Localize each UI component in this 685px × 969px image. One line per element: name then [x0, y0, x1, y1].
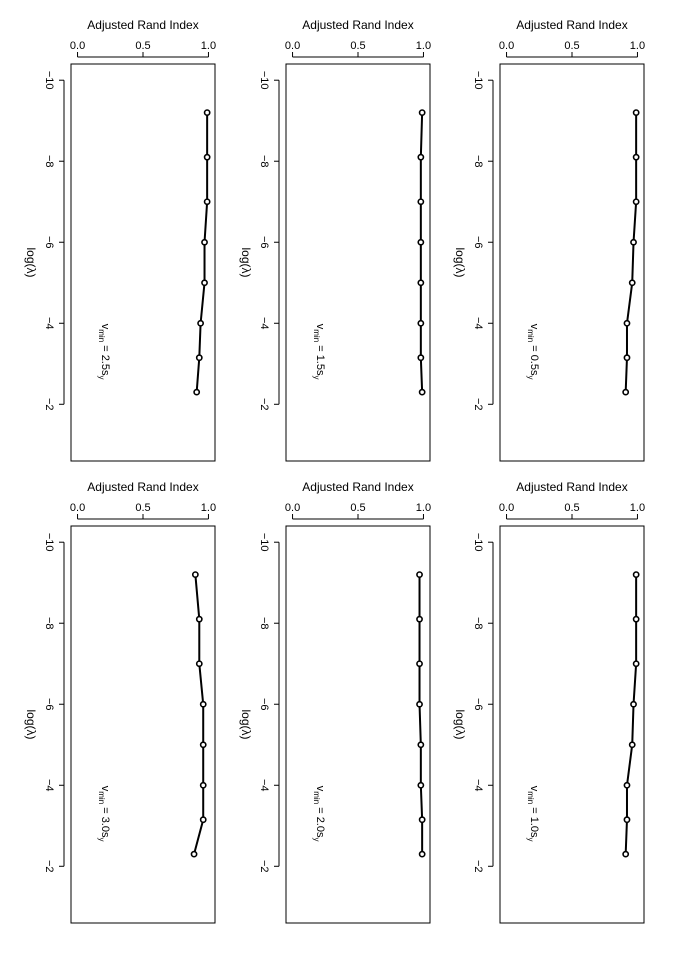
x-axis-label: Adjusted Rand Index [302, 18, 414, 32]
x-tick-label: 0.0 [498, 502, 515, 514]
annotation-part: min [97, 329, 107, 343]
annotation-part: min [97, 791, 107, 805]
y-tick-label: −4 [472, 316, 484, 330]
data-point [631, 702, 636, 707]
plot-frame [71, 64, 215, 461]
annotation-part: y [312, 375, 322, 380]
data-point [420, 852, 425, 857]
annotation-part: y [312, 837, 322, 842]
data-point [417, 572, 422, 577]
x-tick-label: 0.5 [350, 502, 366, 514]
data-point [201, 783, 206, 788]
x-tick-label: 1.0 [629, 40, 646, 52]
y-tick-label: −8 [472, 154, 484, 168]
annotation-part: min [312, 329, 322, 343]
data-point [205, 110, 210, 115]
data-point [198, 321, 203, 326]
annotation-part: = 0.5s [528, 342, 540, 376]
plot-frame [286, 64, 430, 461]
y-tick-label: −8 [472, 616, 484, 630]
plot-frame [71, 526, 215, 923]
annotation-label [527, 324, 541, 380]
data-point [624, 321, 629, 326]
y-tick-label: −4 [258, 316, 270, 330]
y-tick-label: −10 [472, 532, 484, 552]
data-point [420, 817, 425, 822]
y-tick-label: −6 [472, 235, 484, 249]
x-axis-label: Adjusted Rand Index [516, 18, 628, 32]
y-axis-label: log(λ) [453, 709, 467, 740]
plot-frame [286, 526, 430, 923]
annotation-part: v [99, 323, 111, 330]
y-tick-label: −10 [258, 532, 270, 552]
y-tick-label: −6 [472, 697, 484, 711]
annotation-part: = 2.5s [99, 342, 111, 376]
y-axis-label: log(λ) [24, 247, 38, 278]
data-point [205, 155, 210, 160]
y-tick-label: −8 [43, 616, 55, 630]
y-tick-label: −4 [258, 778, 270, 792]
x-tick-label: 0.0 [284, 40, 301, 52]
data-point [418, 783, 423, 788]
y-tick-label: −2 [258, 398, 270, 411]
y-tick-label: −4 [43, 778, 55, 792]
y-tick-label: −8 [43, 154, 55, 168]
chart-panel [24, 480, 216, 923]
x-tick-label: 1.0 [415, 40, 432, 52]
y-tick-label: −8 [258, 616, 270, 630]
data-point [197, 661, 202, 666]
data-point [631, 240, 636, 245]
annotation-label [313, 786, 327, 842]
annotation-part: min [312, 791, 322, 805]
data-point [624, 817, 629, 822]
x-tick-label: 0.0 [284, 502, 301, 514]
annotation-part: v [314, 323, 326, 330]
data-point [201, 817, 206, 822]
data-point [417, 661, 422, 666]
annotation-part: y [97, 837, 107, 842]
y-tick-label: −8 [258, 154, 270, 168]
annotation-label [527, 786, 541, 842]
data-point [193, 572, 198, 577]
y-tick-label: −10 [43, 70, 55, 90]
data-point [197, 617, 202, 622]
data-point [202, 280, 207, 285]
data-point [634, 572, 639, 577]
x-axis-label: Adjusted Rand Index [87, 480, 199, 494]
chart-panel [239, 480, 431, 923]
y-tick-label: −2 [43, 398, 55, 411]
x-tick-label: 1.0 [200, 502, 217, 514]
x-tick-label: 0.0 [498, 40, 515, 52]
y-tick-label: −6 [258, 697, 270, 711]
y-tick-label: −2 [472, 398, 484, 411]
chart-panel [239, 18, 431, 461]
y-axis-label: log(λ) [453, 247, 467, 278]
data-point [634, 155, 639, 160]
y-tick-label: −2 [43, 860, 55, 873]
annotation-part: min [526, 329, 536, 343]
data-point [630, 280, 635, 285]
data-point [418, 240, 423, 245]
data-point [417, 702, 422, 707]
data-point [630, 742, 635, 747]
y-tick-label: −4 [43, 316, 55, 330]
annotation-part: = 1.5s [314, 342, 326, 376]
data-point [191, 852, 196, 857]
data-point [624, 783, 629, 788]
data-point [205, 199, 210, 204]
data-point [194, 390, 199, 395]
x-tick-label: 1.0 [200, 40, 217, 52]
data-point [420, 110, 425, 115]
x-tick-label: 0.5 [564, 40, 580, 52]
chart-panel [453, 480, 645, 923]
x-tick-label: 0.5 [564, 502, 580, 514]
annotation-part: v [314, 785, 326, 792]
x-tick-label: 0.5 [135, 502, 151, 514]
y-tick-label: −10 [43, 532, 55, 552]
plot-frame [500, 526, 644, 923]
data-point [634, 617, 639, 622]
annotation-part: = 2.0s [314, 804, 326, 838]
data-point [418, 355, 423, 360]
x-tick-label: 0.5 [135, 40, 151, 52]
data-point [202, 240, 207, 245]
data-point [197, 355, 202, 360]
y-tick-label: −6 [43, 235, 55, 249]
data-point [634, 110, 639, 115]
x-axis-label: Adjusted Rand Index [87, 18, 199, 32]
x-tick-label: 1.0 [629, 502, 646, 514]
plot-frame [500, 64, 644, 461]
annotation-part: v [99, 785, 111, 792]
data-point [417, 617, 422, 622]
data-point [623, 390, 628, 395]
data-point [634, 661, 639, 666]
data-point [201, 702, 206, 707]
annotation-part: y [526, 375, 536, 380]
chart-panel [24, 18, 216, 461]
annotation-part: min [526, 791, 536, 805]
y-tick-label: −6 [258, 235, 270, 249]
x-axis-label: Adjusted Rand Index [516, 480, 628, 494]
data-point [418, 199, 423, 204]
annotation-part: y [526, 837, 536, 842]
x-tick-label: 0.0 [69, 40, 86, 52]
x-tick-label: 0.5 [350, 40, 366, 52]
data-point [624, 355, 629, 360]
y-axis-label: log(λ) [239, 709, 253, 740]
annotation-label [98, 324, 112, 380]
data-point [418, 742, 423, 747]
chart-panel [453, 18, 645, 461]
annotation-label [313, 324, 327, 380]
annotation-part: y [97, 375, 107, 380]
data-point [634, 199, 639, 204]
y-axis-label: log(λ) [239, 247, 253, 278]
annotation-label [98, 786, 112, 842]
annotation-part: v [528, 323, 540, 330]
y-axis-label: log(λ) [24, 709, 38, 740]
x-axis-label: Adjusted Rand Index [302, 480, 414, 494]
y-tick-label: −2 [258, 860, 270, 873]
y-tick-label: −10 [258, 70, 270, 90]
y-tick-label: −2 [472, 860, 484, 873]
data-point [418, 155, 423, 160]
data-point [201, 742, 206, 747]
y-tick-label: −4 [472, 778, 484, 792]
y-tick-label: −10 [472, 70, 484, 90]
x-tick-label: 1.0 [415, 502, 432, 514]
data-point [420, 390, 425, 395]
annotation-part: = 3.0s [99, 804, 111, 838]
x-tick-label: 0.0 [69, 502, 86, 514]
y-tick-label: −6 [43, 697, 55, 711]
data-point [418, 321, 423, 326]
annotation-part: v [528, 785, 540, 792]
annotation-part: = 1.0s [528, 804, 540, 838]
data-point [623, 852, 628, 857]
data-point [418, 280, 423, 285]
